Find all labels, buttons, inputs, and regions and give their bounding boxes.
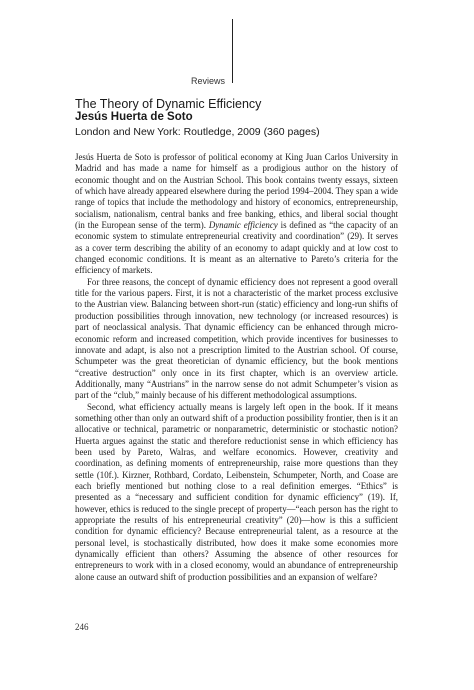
book-author: Jesús Huerta de Soto bbox=[75, 111, 193, 123]
paragraph-1-text-a: Jesús Huerta de Soto is professor of political economy at King Juan Carlos University in Madrid and has made a name for himself as a prodigious author on the history of economic thought and on the Austrian School. This book contains twenty essays, sixteen of which have already appeared elsewhere during the period 1994–2004. They span a wide range of topics that include the methodology and history of economics, entrepreneurship, socialism, nationalism, central banks and free banking, ethics, and liberal social thought (in the European sense of the term). bbox=[75, 152, 398, 231]
paragraph-1 bbox=[75, 152, 398, 277]
section-header: Reviews bbox=[190, 76, 225, 86]
paragraph-2: For three reasons, the concept of dynamic efficiency does not represent a good overall title for the various papers. First, it is not a characteristic of the market process exclusive to the Austrian view. Balancing between short-run (static) efficiency and long-run shifts of production possibilities through innovation, new technology (or increased resources) is part of neoclassical analysis. That dynamic efficiency can be enhanced through micro-economic reform and increased competition, which provide incentives for businesses to innovate and adapt, is also not a prescription limited to the Austrian school. Of course, Schumpeter was the great theoretician of dynamic efficiency, but the book mentions “creative destruction” only once in its first chapter, which is an overview article. Additionally, many “Austrians” in the narrow sense do not admit Schumpeter’s vision as part of the “club,” mainly because of his different methodological assumptions. bbox=[75, 276, 398, 401]
dynamic-efficiency-term: Dynamic efficiency bbox=[208, 220, 278, 231]
book-title: The Theory of Dynamic Efficiency bbox=[75, 97, 262, 111]
header-rule bbox=[232, 19, 233, 83]
paragraph-1-text-b: is defined as “the capacity of an economic system to stimulate entrepreneurial creativity and coordination” (29). It serves as a cover term describing the ability of an economy to adapt quickly and at low cost to changed economic conditions. It is meant as an alternative to Pareto’s criteria for the efficiency of markets. bbox=[75, 220, 398, 276]
review-body bbox=[75, 152, 398, 583]
publication-info: London and New York: Routledge, 2009 (360 pages) bbox=[75, 126, 320, 138]
paragraph-3: Second, what efficiency actually means is largely left open in the book. If it means something other than only an outward shift of a production possibility frontier, then is it an allocative or technical, parametric or nonparametric, deterministic or stochastic notion? Huerta argues against the static and therefore reductionist sense in which efficiency has been used by Pareto, Walras, and welfare economics. However, creativity and coordination, as defining moments of entrepreneurship, raise more questions than they settle (10f.). Kirzner, Rothbard, Cordato, Leibenstein, Schumpeter, North, and Coase are each briefly mentioned but nothing close to a real definition emerges. “Ethics” is presented as a “necessary and sufficient condition for dynamic efficiency” (19). If, however, ethics is reduced to the single precept of property—“each person has the right to appropriate the results of his entrepreneurial creativity” (20)—how is this a sufficient condition for dynamic efficiency? Because entrepreneurial talent, as a resource at the personal level, is stochastically distributed, how does it make some economies more dynamically efficient than others? Assuming the absence of other resources for entrepreneurs to work with in a closed economy, would an abundance of entrepreneurship alone cause an outward shift of production possibilities and an expansion of welfare? bbox=[75, 401, 398, 582]
page-number: 246 bbox=[75, 622, 89, 632]
